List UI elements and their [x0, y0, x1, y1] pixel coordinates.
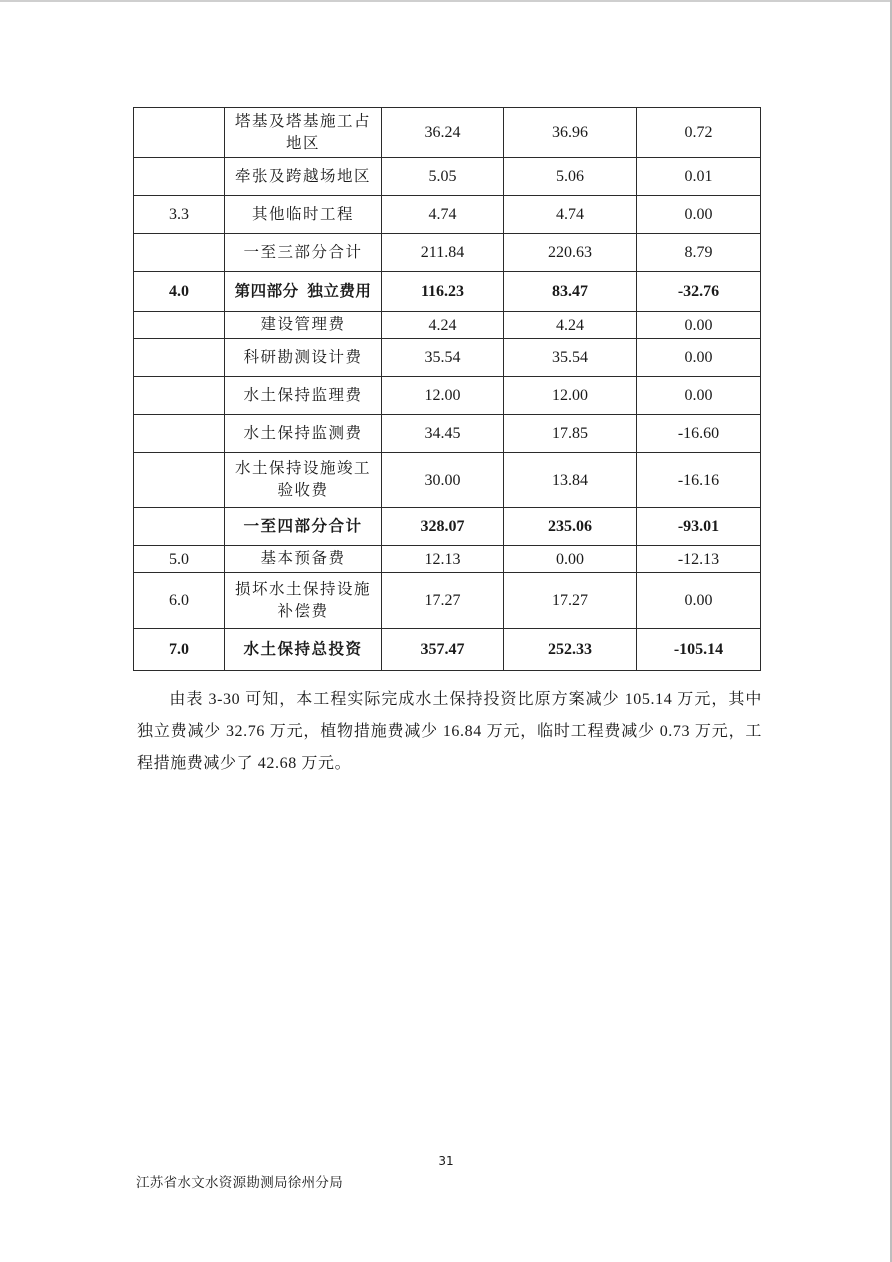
- row-plan-value: 35.54: [382, 339, 504, 377]
- row-item-name: 水土保持监理费: [225, 377, 382, 415]
- row-item-name: 水土保持监测费: [225, 415, 382, 453]
- row-difference: -32.76: [637, 272, 761, 312]
- row-number: [134, 415, 225, 453]
- row-difference: 0.72: [637, 108, 761, 158]
- row-number: [134, 453, 225, 508]
- row-actual-value: 36.96: [504, 108, 637, 158]
- row-item-name: 基本预备费: [225, 546, 382, 573]
- footer-organization: 江苏省水文水资源勘测局徐州分局: [136, 1175, 343, 1190]
- row-item-name: 一至三部分合计: [225, 234, 382, 272]
- row-actual-value: 4.74: [504, 196, 637, 234]
- row-actual-value: 0.00: [504, 546, 637, 573]
- table-row: [134, 546, 761, 573]
- row-actual-value: 12.00: [504, 377, 637, 415]
- row-number: 7.0: [134, 629, 225, 671]
- row-actual-value: 83.47: [504, 272, 637, 312]
- row-plan-value: 17.27: [382, 573, 504, 629]
- table-row: [134, 272, 761, 312]
- row-plan-value: 34.45: [382, 415, 504, 453]
- row-number: [134, 312, 225, 339]
- table-row: [134, 508, 761, 546]
- page-number: 31: [438, 1154, 454, 1168]
- table-row: [134, 415, 761, 453]
- row-item-name: 其他临时工程: [225, 196, 382, 234]
- table-row: [134, 377, 761, 415]
- row-item-name: 损坏水土保持设施补偿费: [225, 573, 382, 629]
- row-plan-value: 12.13: [382, 546, 504, 573]
- row-plan-value: 116.23: [382, 272, 504, 312]
- table-row: [134, 234, 761, 272]
- row-difference: 0.00: [637, 573, 761, 629]
- row-number: 6.0: [134, 573, 225, 629]
- row-item-name: 科研勘测设计费: [225, 339, 382, 377]
- row-actual-value: 17.27: [504, 573, 637, 629]
- summary-paragraph: [137, 684, 762, 780]
- row-item-name: 牵张及跨越场地区: [225, 158, 382, 196]
- row-actual-value: 4.24: [504, 312, 637, 339]
- row-actual-value: 252.33: [504, 629, 637, 671]
- row-number: [134, 339, 225, 377]
- row-number: 3.3: [134, 196, 225, 234]
- row-number: [134, 508, 225, 546]
- row-number: [134, 158, 225, 196]
- row-item-name: 建设管理费: [225, 312, 382, 339]
- row-number: 4.0: [134, 272, 225, 312]
- row-plan-value: 30.00: [382, 453, 504, 508]
- row-plan-value: 328.07: [382, 508, 504, 546]
- row-difference: 0.00: [637, 377, 761, 415]
- row-plan-value: 4.74: [382, 196, 504, 234]
- table-row: [134, 573, 761, 629]
- row-difference: 0.01: [637, 158, 761, 196]
- row-plan-value: 36.24: [382, 108, 504, 158]
- row-actual-value: 17.85: [504, 415, 637, 453]
- table-row: [134, 453, 761, 508]
- row-difference: 0.00: [637, 339, 761, 377]
- row-plan-value: 4.24: [382, 312, 504, 339]
- row-number: 5.0: [134, 546, 225, 573]
- row-actual-value: 235.06: [504, 508, 637, 546]
- row-item-name: 塔基及塔基施工占地区: [225, 108, 382, 158]
- row-difference: -93.01: [637, 508, 761, 546]
- row-plan-value: 5.05: [382, 158, 504, 196]
- row-difference: -12.13: [637, 546, 761, 573]
- table-row: [134, 108, 761, 158]
- row-plan-value: 211.84: [382, 234, 504, 272]
- row-actual-value: 220.63: [504, 234, 637, 272]
- table-row: [134, 196, 761, 234]
- row-difference: 0.00: [637, 312, 761, 339]
- row-actual-value: 13.84: [504, 453, 637, 508]
- row-number: [134, 234, 225, 272]
- row-item-name: 第四部分 独立费用: [225, 272, 382, 312]
- investment-table: [133, 107, 761, 671]
- table-row: [134, 629, 761, 671]
- row-actual-value: 35.54: [504, 339, 637, 377]
- row-actual-value: 5.06: [504, 158, 637, 196]
- row-difference: 0.00: [637, 196, 761, 234]
- row-difference: -105.14: [637, 629, 761, 671]
- row-plan-value: 12.00: [382, 377, 504, 415]
- page-top-border: [0, 0, 892, 2]
- row-plan-value: 357.47: [382, 629, 504, 671]
- row-difference: -16.60: [637, 415, 761, 453]
- table-row: [134, 339, 761, 377]
- row-item-name: 水土保持总投资: [225, 629, 382, 671]
- row-difference: -16.16: [637, 453, 761, 508]
- summary-text: 由表 3-30 可知，本工程实际完成水土保持投资比原方案减少 105.14 万元，其中独立费减少 32.76 万元，植物措施费减少 16.84 万元，临时工程费减少 0.73 万元，工程措施费减少了 42.68 万元。: [137, 691, 762, 772]
- table-row: [134, 158, 761, 196]
- row-number: [134, 108, 225, 158]
- row-number: [134, 377, 225, 415]
- row-item-name: 一至四部分合计: [225, 508, 382, 546]
- row-item-name: 水土保持设施竣工验收费: [225, 453, 382, 508]
- table-row: [134, 312, 761, 339]
- row-difference: 8.79: [637, 234, 761, 272]
